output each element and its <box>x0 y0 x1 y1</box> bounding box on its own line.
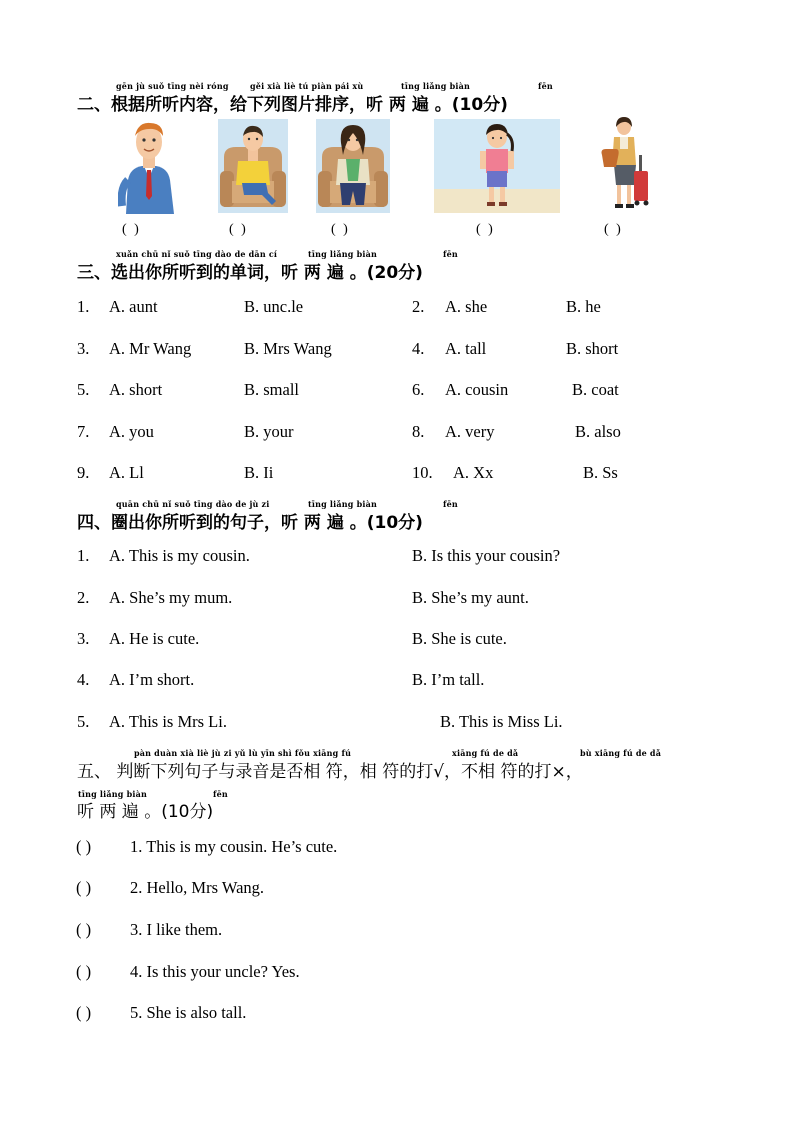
word-option-b[interactable]: B. he <box>566 297 601 316</box>
judge-answer-blank[interactable]: ( ) <box>76 837 92 856</box>
section4-pinyin-d: fēn <box>443 499 458 509</box>
section5-pinyin-a: pàn duàn xià liè jù zi yǔ lù yīn shì fǒu xiāng fú <box>134 748 352 758</box>
section3-pinyin-a: xuǎn chū nǐ suǒ tīng dào de dān cí <box>116 249 278 259</box>
judge-sentence: 4. Is this your uncle? Yes. <box>130 962 300 981</box>
sentence-item-number: 5. <box>77 712 90 731</box>
word-option-a[interactable]: A. Ll <box>109 463 144 482</box>
section2-pinyin-a: gēn jù suǒ tīng nèi róng <box>116 81 229 91</box>
sentence-option-b[interactable]: B. She is cute. <box>412 629 507 648</box>
word-item-number: 7. <box>77 422 90 441</box>
word-item-number: 5. <box>77 380 90 399</box>
word-option-b[interactable]: B. your <box>244 422 294 441</box>
section2-pinyin-d: fēn <box>538 81 553 91</box>
sentence-option-a[interactable]: A. This is my cousin. <box>109 546 250 565</box>
section5-pinyin-b: xiāng fú de dǎ <box>452 748 519 758</box>
word-item-number: 4. <box>412 339 425 358</box>
word-option-b[interactable]: B. also <box>575 422 621 441</box>
section2-pinyin-b: gěi xià liè tú piàn pái xù <box>250 81 364 91</box>
word-option-a[interactable]: A. Xx <box>453 463 494 482</box>
woman-with-suitcase-icon <box>596 115 656 213</box>
judge-answer-blank[interactable]: ( ) <box>76 920 92 939</box>
sentence-option-b[interactable]: B. She’s my aunt. <box>412 588 529 607</box>
word-item-number: 10. <box>412 463 433 482</box>
word-option-b[interactable]: B. coat <box>572 380 619 399</box>
word-option-b[interactable]: B. short <box>566 339 619 358</box>
section3-pinyin-c: tīng liǎng biàn <box>308 249 378 259</box>
section5-pinyin-d: tīng liǎng biàn <box>78 789 148 799</box>
judge-answer-blank[interactable]: ( ) <box>76 962 92 981</box>
sentence-item-number: 1. <box>77 546 90 565</box>
section3-title: 三、选出你所听到的单词，听 两 遍 。(20分) <box>77 263 423 283</box>
sentence-option-a[interactable]: A. This is Mrs Li. <box>109 712 227 731</box>
word-option-a[interactable]: A. cousin <box>445 380 509 399</box>
word-option-b[interactable]: B. Ii <box>244 463 274 482</box>
word-option-a[interactable]: A. very <box>445 422 495 441</box>
picture-2-blank[interactable]: ( ) <box>229 222 248 237</box>
word-option-a[interactable]: A. aunt <box>109 297 158 316</box>
judge-answer-blank[interactable]: ( ) <box>76 878 92 897</box>
judge-sentence: 3. I like them. <box>130 920 223 939</box>
section5-title-line2: 听 两 遍 。(10分) <box>77 802 214 822</box>
word-option-a[interactable]: A. tall <box>445 339 487 358</box>
man-in-suit-icon <box>118 118 180 214</box>
section5-pinyin-e: fēn <box>213 789 228 799</box>
judge-answer-blank[interactable]: ( ) <box>76 1003 92 1022</box>
boy-in-armchair-icon <box>218 119 288 213</box>
judge-sentence: 5. She is also tall. <box>130 1003 247 1022</box>
sentence-option-b[interactable]: B. This is Miss Li. <box>440 712 563 731</box>
sentence-option-a[interactable]: A. I’m short. <box>109 670 195 689</box>
sentence-item-number: 4. <box>77 670 90 689</box>
word-item-number: 2. <box>412 297 425 316</box>
picture-5-blank[interactable]: ( ) <box>604 222 623 237</box>
picture-3-blank[interactable]: ( ) <box>331 222 350 237</box>
section2-pinyin-c: tīng liǎng biàn <box>401 81 471 91</box>
picture-1-blank[interactable]: ( ) <box>122 222 141 237</box>
section4-pinyin-a: quān chū nǐ suǒ tīng dào de jù zi <box>116 499 270 509</box>
section4-pinyin-c: tīng liǎng biàn <box>308 499 378 509</box>
section3-pinyin-d: fēn <box>443 249 458 259</box>
word-option-a[interactable]: A. you <box>109 422 154 441</box>
word-option-b[interactable]: B. unc.le <box>244 297 304 316</box>
sentence-option-a[interactable]: A. She’s my mum. <box>109 588 233 607</box>
word-option-a[interactable]: A. she <box>445 297 488 316</box>
picture-4-blank[interactable]: ( ) <box>476 222 495 237</box>
word-option-b[interactable]: B. Mrs Wang <box>244 339 332 358</box>
word-item-number: 3. <box>77 339 90 358</box>
section4-title: 四、圈出你所听到的句子，听 两 遍 。(10分) <box>77 513 423 533</box>
section5-pinyin-c: bù xiāng fú de dǎ <box>580 748 662 758</box>
word-item-number: 1. <box>77 297 90 316</box>
word-option-a[interactable]: A. short <box>109 380 163 399</box>
section5-title-line1: 五、 判断下列句子与录音是否相 符，相 符的打√，不相 符的打×， <box>77 762 583 782</box>
word-item-number: 9. <box>77 463 90 482</box>
word-item-number: 6. <box>412 380 425 399</box>
sentence-item-number: 2. <box>77 588 90 607</box>
girl-standing-icon <box>434 119 560 213</box>
sentence-option-a[interactable]: A. He is cute. <box>109 629 200 648</box>
word-item-number: 8. <box>412 422 425 441</box>
word-option-b[interactable]: B. Ss <box>583 463 618 482</box>
sentence-option-b[interactable]: B. Is this your cousin? <box>412 546 561 565</box>
word-option-a[interactable]: A. Mr Wang <box>109 339 192 358</box>
judge-sentence: 1. This is my cousin. He’s cute. <box>130 837 338 856</box>
word-option-b[interactable]: B. small <box>244 380 300 399</box>
woman-in-armchair-icon <box>316 119 390 213</box>
sentence-item-number: 3. <box>77 629 90 648</box>
sentence-option-b[interactable]: B. I’m tall. <box>412 670 485 689</box>
section2-title: 二、根据所听内容，给下列图片排序，听 两 遍 。(10分) <box>77 95 508 115</box>
judge-sentence: 2. Hello, Mrs Wang. <box>130 878 265 897</box>
